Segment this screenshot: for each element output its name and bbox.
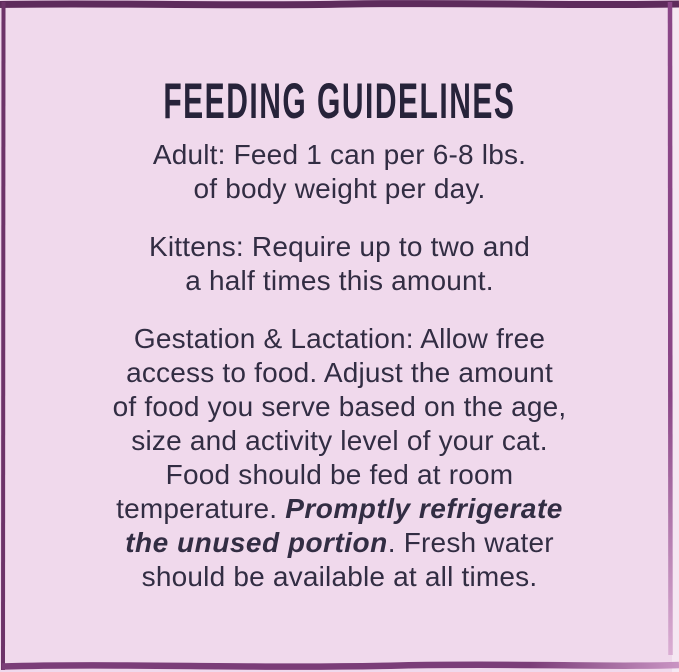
body-text: . Fresh water (387, 527, 554, 558)
body-text: Adult: Feed 1 can per 6-8 lbs. (152, 139, 527, 170)
text-line (153, 172, 526, 206)
text-line (113, 458, 567, 492)
guidelines-text (113, 130, 567, 594)
text-line (113, 322, 567, 356)
body-text: Food should be fed at room (165, 459, 514, 490)
text-line (113, 560, 567, 594)
text-line (113, 492, 567, 526)
emphasis-text: the unused portion (125, 527, 388, 558)
text-line (113, 390, 567, 424)
body-text: Kittens: Require up to two and (148, 231, 531, 262)
paragraph (153, 138, 526, 206)
panel-title: FEEDING GUIDELINES (163, 73, 516, 129)
body-text: a half times this amount. (185, 265, 494, 296)
paragraph (113, 322, 567, 594)
body-text: of food you serve based on the age, (112, 391, 567, 422)
body-text: access to food. Adjust the amount (126, 357, 553, 388)
text-line (153, 138, 526, 172)
body-text: of body weight per day. (193, 173, 486, 204)
text-line (113, 424, 567, 458)
body-text: temperature. (116, 493, 286, 524)
body-text: size and activity level of your cat. (131, 425, 548, 456)
emphasis-text: Promptly refrigerate (285, 493, 563, 524)
text-line (113, 526, 567, 560)
body-text: Gestation & Lactation: Allow free (133, 323, 546, 354)
text-line (149, 264, 530, 298)
body-text: should be available at all times. (141, 561, 538, 592)
text-line (113, 356, 567, 390)
paragraph (149, 230, 530, 298)
text-line (149, 230, 530, 264)
